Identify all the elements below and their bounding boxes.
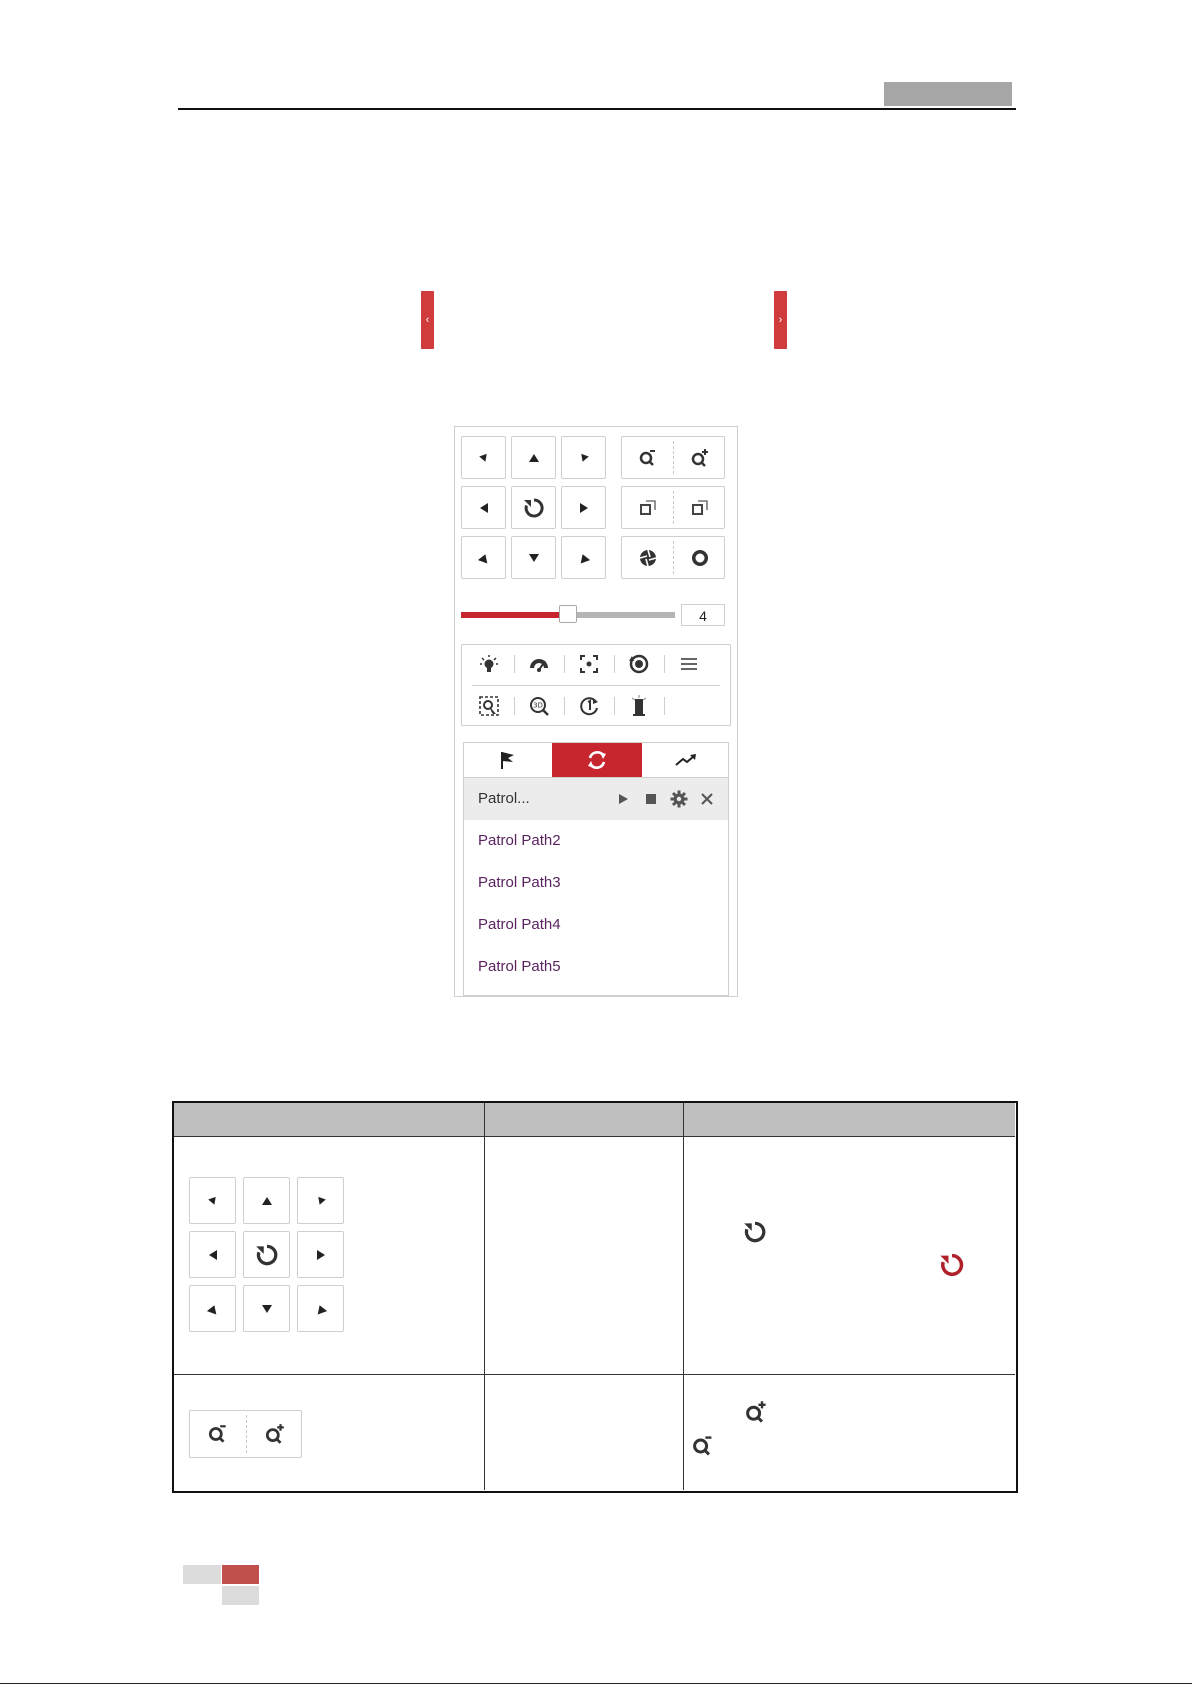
tab-preset[interactable] [464, 743, 552, 777]
focus-far-button[interactable] [674, 487, 725, 528]
wiper-button[interactable] [524, 651, 554, 677]
arrow-down-left-icon [315, 1195, 327, 1207]
pan-right-button[interactable] [561, 486, 606, 529]
arrow-down-right-icon [478, 452, 490, 464]
pattern-icon [674, 752, 698, 768]
table-row [243, 1177, 290, 1224]
table-row [297, 1285, 344, 1332]
iris-close-icon [638, 548, 658, 568]
arrow-right-icon [315, 1249, 327, 1261]
ptz-tabs [463, 742, 729, 778]
arrow-up-icon [261, 1195, 273, 1207]
footer-block [183, 1565, 221, 1584]
manual-tracking-button[interactable] [474, 693, 504, 719]
iris-open-button[interactable] [674, 537, 725, 578]
table-row [243, 1231, 290, 1278]
one-touch-patrol-button[interactable] [574, 693, 604, 719]
table-row [243, 1285, 290, 1332]
patrol-icon [586, 749, 608, 771]
arrow-up-left-icon [315, 1303, 327, 1315]
pan-up-right-button[interactable] [461, 536, 506, 579]
table-row [189, 1177, 236, 1224]
lens-initialization-icon [628, 653, 650, 675]
flag-icon [498, 750, 518, 770]
table-row [189, 1231, 236, 1278]
table-row [297, 1231, 344, 1278]
zoom-in-icon [690, 448, 710, 468]
list-item[interactable]: Patrol Path2 [478, 832, 561, 849]
one-touch-patrol-icon [578, 695, 600, 717]
lens-initialization-button[interactable] [624, 651, 654, 677]
svg-text:3D: 3D [533, 701, 543, 710]
pan-down-right-button[interactable] [461, 436, 506, 479]
arrow-down-icon [528, 552, 540, 564]
settings-button[interactable] [668, 778, 690, 820]
ptz-speed-slider[interactable] [461, 612, 675, 618]
description-table [172, 1101, 1018, 1493]
pan-left-button[interactable] [461, 486, 506, 529]
play-button[interactable] [612, 778, 634, 820]
zoom-out-button [190, 1411, 246, 1457]
manual-tracking-icon [478, 695, 500, 717]
pan-up-left-button[interactable] [561, 536, 606, 579]
patrol-name: Patrol... [478, 790, 530, 807]
focus-far-icon [690, 498, 710, 518]
park-button[interactable] [624, 693, 654, 719]
arrow-up-icon [528, 452, 540, 464]
arrow-up-right-icon [207, 1303, 219, 1315]
close-icon [700, 792, 714, 806]
table-row [297, 1177, 344, 1224]
zoom-in-icon [264, 1423, 286, 1445]
zoom-out-icon [207, 1423, 229, 1445]
zoom-out-icon [691, 1434, 715, 1458]
delete-button[interactable] [696, 778, 718, 820]
arrow-down-right-icon [207, 1195, 219, 1207]
zoom-control [621, 436, 725, 479]
header-rule [178, 108, 1016, 110]
footer-block-accent [222, 1565, 259, 1584]
function-panel [461, 644, 731, 726]
header-tab [884, 82, 1012, 106]
table-header-cell [174, 1103, 484, 1136]
focus-control [621, 486, 725, 529]
auto-pan-active-icon [938, 1251, 966, 1279]
zoom-control [189, 1410, 302, 1458]
auto-pan-icon [742, 1219, 768, 1245]
collapse-right-button[interactable]: › [774, 291, 787, 349]
tilt-down-button[interactable] [511, 536, 556, 579]
zoom-in-button[interactable] [674, 437, 725, 478]
gear-icon [670, 790, 688, 808]
list-item[interactable]: Patrol Path3 [478, 874, 561, 891]
focus-near-button[interactable] [622, 487, 673, 528]
stop-button[interactable] [640, 778, 662, 820]
arrow-down-left-icon [578, 452, 590, 464]
light-icon [479, 654, 499, 674]
wiper-icon [528, 654, 550, 674]
iris-control [621, 536, 725, 579]
speed-value[interactable]: 4 [681, 604, 725, 626]
patrol-list [463, 778, 729, 996]
zoom-in-icon [744, 1400, 768, 1424]
table-row [189, 1285, 236, 1332]
light-button[interactable] [474, 651, 504, 677]
focus-near-icon [638, 498, 658, 518]
footer-block [222, 1586, 259, 1605]
zoom-out-button[interactable] [622, 437, 673, 478]
zoom-out-icon [638, 448, 658, 468]
arrow-up-left-icon [578, 552, 590, 564]
iris-close-button[interactable] [622, 537, 673, 578]
ptz-control-panel [454, 426, 738, 997]
3d-zoom-button[interactable] [524, 693, 554, 719]
auxiliary-focus-icon [579, 654, 599, 674]
zoom-in-button [247, 1411, 303, 1457]
auto-pan-button[interactable] [511, 486, 556, 529]
stop-icon [646, 794, 656, 804]
pan-down-left-button[interactable] [561, 436, 606, 479]
list-item[interactable]: Patrol Path5 [478, 958, 561, 975]
3d-zoom-icon [528, 695, 550, 717]
arrow-right-icon [578, 502, 590, 514]
tab-pattern[interactable] [642, 743, 730, 777]
auto-pan-icon [254, 1242, 280, 1268]
arrow-left-icon [207, 1249, 219, 1261]
menu-button[interactable] [674, 651, 704, 677]
iris-open-icon [690, 548, 710, 568]
arrow-up-right-icon [478, 552, 490, 564]
arrow-down-icon [261, 1303, 273, 1315]
auto-pan-icon [522, 496, 546, 520]
table-header-cell [485, 1103, 683, 1136]
park-icon [629, 695, 649, 717]
collapse-left-button[interactable]: ‹ [421, 291, 434, 349]
slider-fill [461, 612, 568, 618]
table-header-cell [684, 1103, 1015, 1136]
auxiliary-focus-button[interactable] [574, 651, 604, 677]
slider-handle[interactable] [559, 605, 577, 623]
arrow-left-icon [478, 502, 490, 514]
list-item[interactable] [464, 778, 728, 820]
footer-rule [0, 1683, 1192, 1684]
menu-icon [679, 656, 699, 672]
tab-patrol[interactable] [552, 743, 642, 777]
play-icon [617, 793, 629, 805]
tilt-up-button[interactable] [511, 436, 556, 479]
list-item[interactable]: Patrol Path4 [478, 916, 561, 933]
